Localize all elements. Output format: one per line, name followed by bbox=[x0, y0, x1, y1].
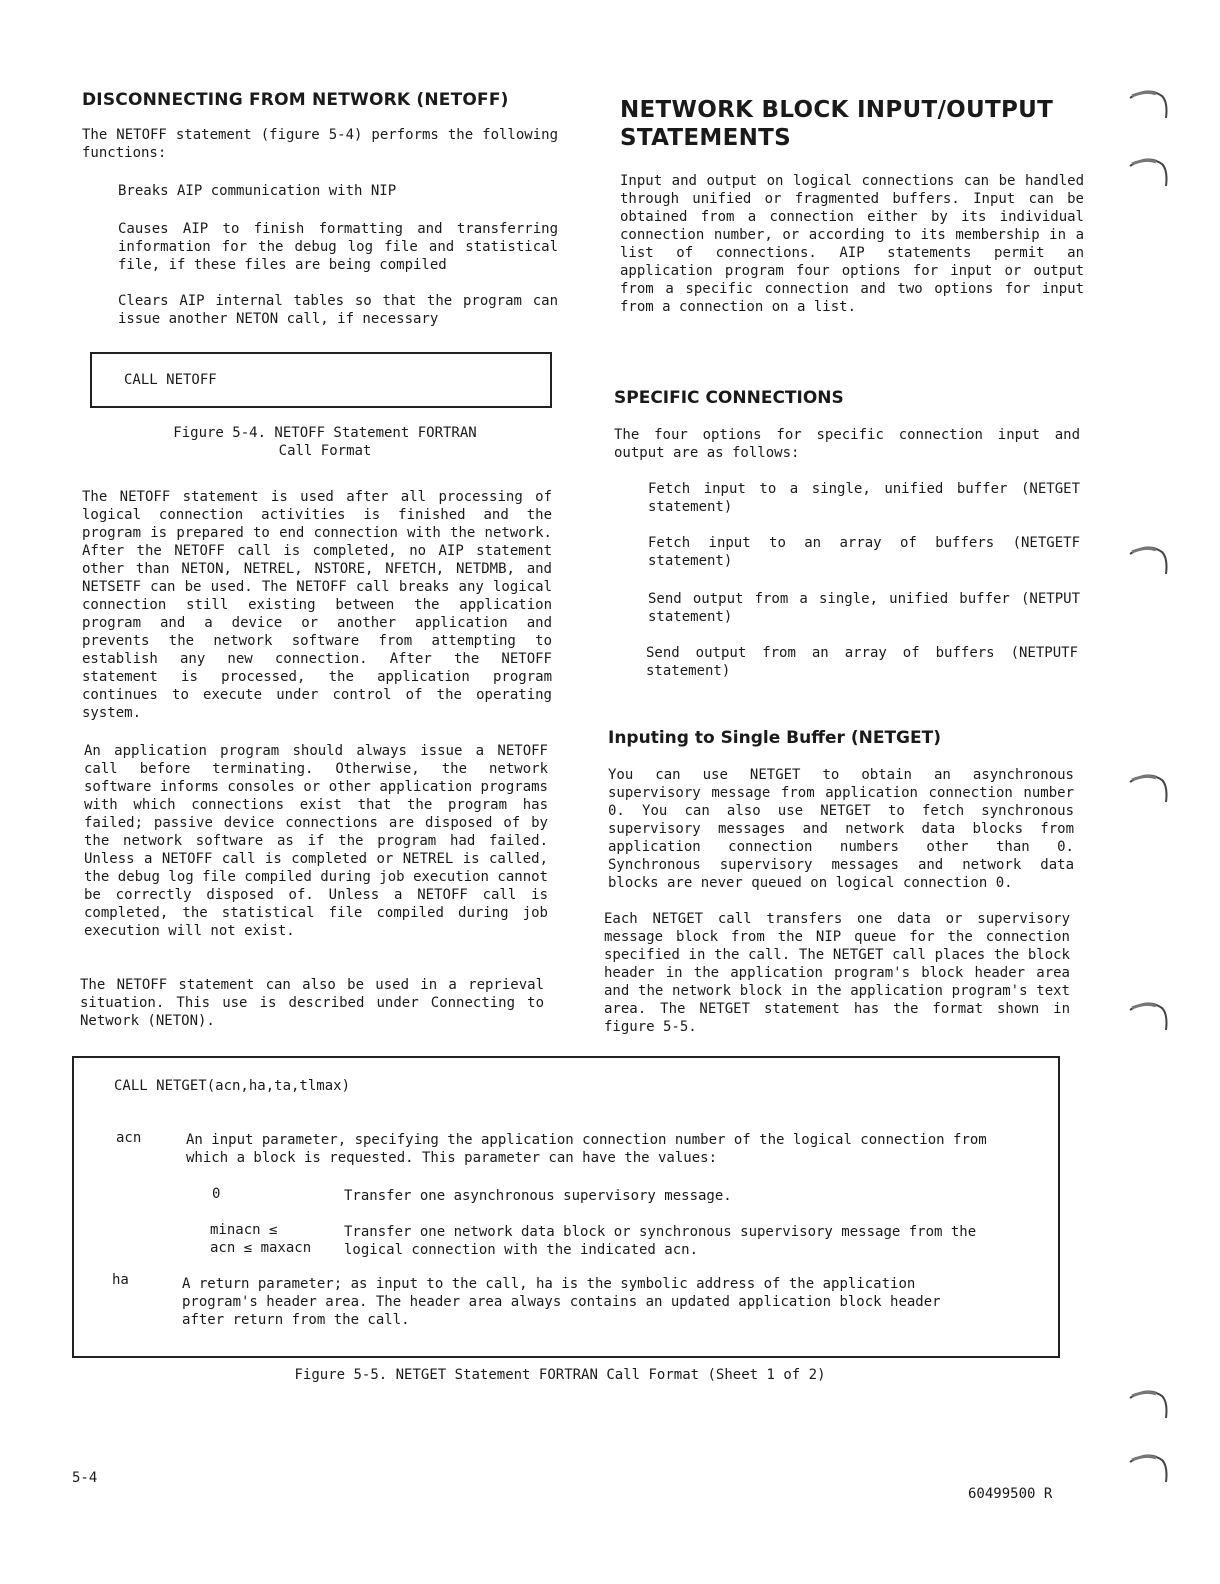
figure-5-5-caption: Figure 5-5. NETGET Statement FORTRAN Call Format (Sheet 1 of 2) bbox=[294, 1367, 826, 1383]
netoff-intro: The NETOFF statement (figure 5-4) performs the following functions: bbox=[82, 127, 558, 161]
param-ha-term: ha bbox=[112, 1272, 129, 1288]
value-range-desc-line2: logical connection with the indicated acn. bbox=[344, 1242, 699, 1258]
netget-paragraph-2: Each NETGET call transfers one data or supervisory message block from the NIP queue for the connection specified in the call. The NETGET call places the block header in the application program's block header area and the network block in the application program's text area. The NETGET statement has the format shown in figure 5-5. bbox=[604, 911, 1070, 1035]
binder-mark-icon bbox=[1126, 1384, 1170, 1424]
netget-call-syntax: CALL NETGET(acn,ha,ta,tlmax) bbox=[114, 1078, 351, 1094]
block-io-heading-line2: STATEMENTS bbox=[620, 125, 791, 151]
netoff-paragraph-3: The NETOFF statement can also be used in a reprieval situation. This use is described under Connecting to Network (NETON). bbox=[80, 977, 544, 1029]
block-io-intro: Input and output on logical connections can be handled through unified or fragmented buffers. Input can be obtained from a connection either by its individual connection number, or according to its membership in a list of connections. AIP statements permit an application program four options for input or output from a specific connection and two options for input from a connection on a list. bbox=[620, 173, 1084, 315]
specific-connections-heading: SPECIFIC CONNECTIONS bbox=[614, 388, 844, 408]
page-number: 5-4 bbox=[72, 1470, 98, 1486]
value-0-desc: Transfer one asynchronous supervisory message. bbox=[344, 1188, 732, 1204]
option-netputf: Send output from an array of buffers (NETPUTF statement) bbox=[646, 645, 1078, 679]
param-acn-desc-line1: An input parameter, specifying the application connection number of the logical connection from bbox=[186, 1132, 987, 1148]
figure-5-4-caption-line1: Figure 5-4. NETOFF Statement FORTRAN bbox=[173, 425, 477, 441]
figure-5-4-caption bbox=[130, 424, 520, 460]
param-acn-term: acn bbox=[116, 1130, 142, 1146]
binder-mark-icon bbox=[1126, 84, 1170, 124]
netoff-paragraph-1: The NETOFF statement is used after all processing of logical connection activities is finished and the program is prepared to end connection with the network. After the NETOFF call is completed, no AIP statement other than NETON, NETREL, NSTORE, NFETCH, NETDMB, and NETSETF can be used. The NETOFF call breaks any logical connection still existing between the application program and a device or another application and prevents the network software from attempting to establish any new connection. After the NETOFF statement is processed, the application program continues to execute under control of the operating system. bbox=[82, 489, 552, 721]
netoff-function-2: Causes AIP to finish formatting and transferring information for the debug log file and statistical file, if these files are being compiled bbox=[118, 221, 558, 273]
figure-5-4-box bbox=[90, 352, 552, 408]
value-range-term-line1: minacn ≤ bbox=[210, 1222, 278, 1238]
section-heading-block-io bbox=[620, 96, 1096, 152]
option-netput: Send output from a single, unified buffer (NETPUT statement) bbox=[648, 591, 1080, 625]
figure-5-5-box bbox=[72, 1056, 1060, 1358]
binder-mark-icon bbox=[1126, 1448, 1170, 1488]
binder-mark-icon bbox=[1126, 996, 1170, 1036]
netoff-function-3: Clears AIP internal tables so that the program can issue another NETON call, if necessary bbox=[118, 293, 558, 327]
figure-5-4-caption-line2: Call Format bbox=[278, 443, 372, 459]
figure-5-4-code: CALL NETOFF bbox=[124, 372, 217, 388]
binder-mark-icon bbox=[1126, 768, 1170, 808]
netoff-paragraph-2: An application program should always issue a NETOFF call before terminating. Otherwise, the network software informs consoles or other application programs with which connections exist that the program has failed; passive device connections are disposed of by the network software as if the program had failed. Unless a NETOFF call is completed or NETREL is called, the debug log file compiled during job execution cannot be correctly disposed of. Unless a NETOFF call is completed, the statistical file compiled during job execution will not exist. bbox=[84, 743, 548, 939]
value-range-term-line2: acn ≤ maxacn bbox=[210, 1240, 312, 1256]
param-ha-desc-line3: after return from the call. bbox=[182, 1312, 410, 1328]
specific-connections-intro: The four options for specific connection input and output are as follows: bbox=[614, 427, 1080, 461]
document-number: 60499500 R bbox=[968, 1486, 1053, 1502]
param-ha-desc-line1: A return parameter; as input to the call, ha is the symbolic address of the application bbox=[182, 1276, 916, 1292]
netoff-function-1: Breaks AIP communication with NIP bbox=[118, 183, 397, 199]
param-acn-desc-line2: which a block is requested. This parameter can have the values: bbox=[186, 1150, 718, 1166]
param-ha-desc-line2: program's header area. The header area always contains an updated application block header bbox=[182, 1294, 941, 1310]
value-0-term: 0 bbox=[212, 1186, 221, 1202]
binder-mark-icon bbox=[1126, 152, 1170, 192]
netget-paragraph-1: You can use NETGET to obtain an asynchronous supervisory message from application connection number 0. You can also use NETGET to fetch synchronous supervisory messages and network data blocks from application connection numbers other than 0. Synchronous supervisory messages and network data blocks are never queued on logical connection 0. bbox=[608, 767, 1074, 891]
block-io-heading-line1: NETWORK BLOCK INPUT/OUTPUT bbox=[620, 97, 1054, 123]
binder-mark-icon bbox=[1126, 540, 1170, 580]
value-range-desc-line1: Transfer one network data block or synchronous supervisory message from the bbox=[344, 1224, 977, 1240]
option-netgetf: Fetch input to an array of buffers (NETGETF statement) bbox=[648, 535, 1080, 569]
option-netget: Fetch input to a single, unified buffer (NETGET statement) bbox=[648, 481, 1080, 515]
section-heading-netoff: DISCONNECTING FROM NETWORK (NETOFF) bbox=[82, 90, 509, 110]
netget-heading: Inputing to Single Buffer (NETGET) bbox=[608, 728, 941, 748]
